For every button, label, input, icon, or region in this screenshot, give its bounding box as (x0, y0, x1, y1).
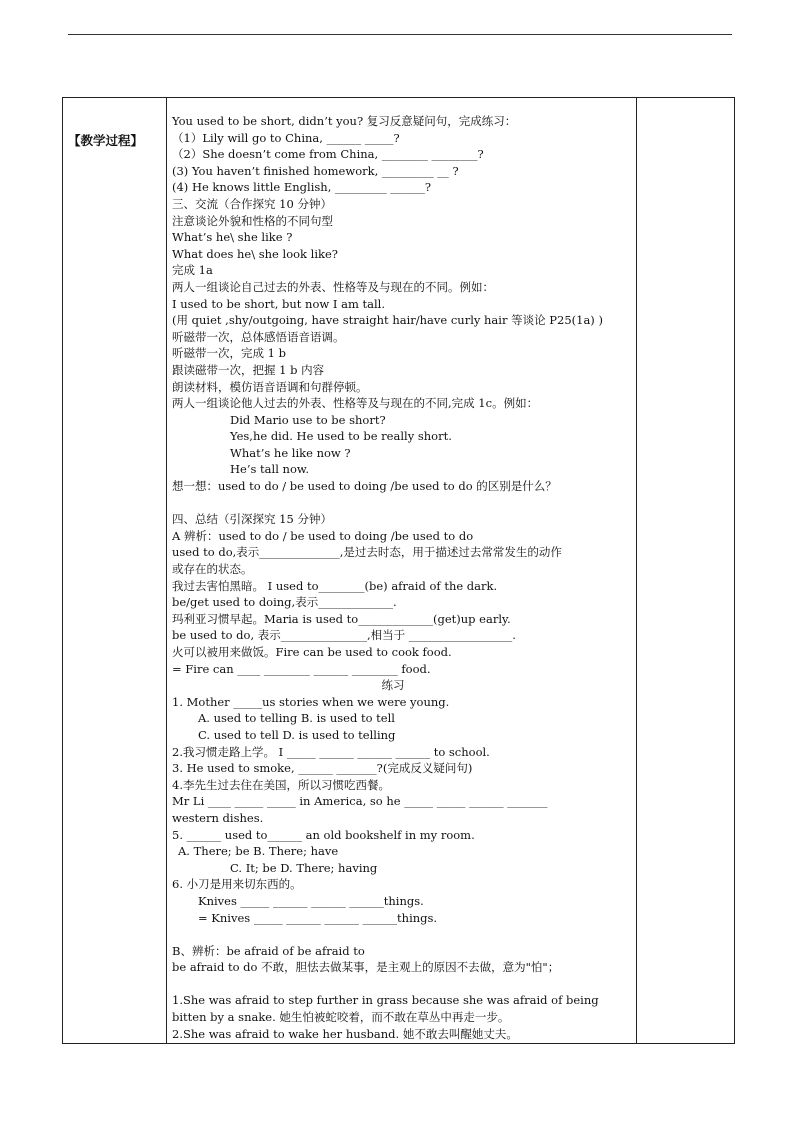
blank-line (172, 926, 634, 943)
content-line: What’s he\ she like ? (172, 230, 293, 245)
content-line: = Fire can ____ ________ ______ ________ food. (172, 661, 431, 676)
content-line: used to do,表示______________,是过去时态，用于描述过去常常发生的动作 (172, 545, 562, 560)
content-line: 或存在的状态。 (172, 562, 253, 577)
content-line: A. There; be B. There; have (178, 844, 339, 859)
content-line: be/get used to doing,表示_____________. (172, 595, 397, 610)
content-line: Yes,he did. He used to be really short. (230, 429, 452, 444)
content-line: A 辨析：used to do / be used to doing /be used to do (172, 528, 474, 543)
content-line: 听磁带一次，完成 1 b (172, 346, 286, 361)
content-line: 练习 (381, 678, 405, 693)
content-line: B、辨析：be afraid of be afraid to (172, 943, 365, 958)
content-line: 2.我习惯走路上学。 I _____ ______ ______ ______ to school. (172, 744, 490, 759)
content-line: You used to be short, didn’t you? 复习反意疑问句，完成练习： (172, 114, 517, 128)
content-line: C. It; be D. There; having (230, 860, 378, 875)
content-line: be used to do, 表示_______________,相当于 __________________. (172, 628, 516, 643)
content-line: Did Mario use to be short? (230, 412, 386, 427)
content-line: 注意谈论外貌和性格的不同句型 (172, 213, 333, 228)
content-line: 6. 小刀是用来切东西的。 (172, 877, 302, 892)
content-line: 2.She was afraid to wake her husband. 她不敢去叫醒她丈夫。 (172, 1026, 518, 1041)
content-line: 3. He used to smoke, ______ _______?(完成反义疑问句) (172, 761, 473, 776)
content-line: What’s he like now ? (230, 445, 351, 460)
content-line: (用 quiet ,shy/outgoing, have straight hair/have curly hair 等谈论 P25(1a) ) (172, 313, 603, 328)
content-line: What does he\ she look like? (172, 246, 338, 261)
content-line: （2）She doesn’t come from China, ________ ________? (172, 147, 484, 162)
content-line: 1.She was afraid to step further in grass because she was afraid of being (172, 993, 599, 1008)
content-line: 4.李先生过去住在美国，所以习惯吃西餐。 (172, 777, 390, 792)
content-line: Mr Li ____ _____ _____ in America, so he _____ _____ ______ _______ (172, 794, 548, 809)
content-line: be afraid to do 不敢，胆怯去做某事，是主观上的原因不去做，意为"怕"； (172, 960, 560, 975)
content-line: 朗读材料，模仿语音语调和句群停顿。 (172, 379, 368, 394)
content-line: He’s tall now. (230, 462, 310, 477)
content-line: 想一想：used to do / be used to doing /be used to do 的区别是什么？ (172, 479, 557, 494)
column-divider-right (636, 98, 637, 1043)
content-line: = Knives _____ ______ ______ ______things. (198, 910, 438, 925)
content-line: 跟读磁带一次，把握 1 b 内容 (172, 362, 325, 377)
content-line: 四、总结（引深探究 15 分钟） (172, 512, 332, 527)
content-line: 1. Mother _____us stories when we were young. (172, 694, 450, 709)
blank-line (172, 495, 634, 512)
content-line: I used to be short, but now I am tall. (172, 296, 385, 311)
content-line: 我过去害怕黑暗。 I used to________(be) afraid of the dark. (172, 578, 498, 593)
content-line: 听磁带一次，总体感悟语音语调。 (172, 329, 345, 344)
content-line: 两人一组谈论他人过去的外表、性格等及与现在的不同,完成 1c。例如： (172, 396, 539, 411)
header-rule (68, 34, 732, 35)
content-line: (3) You haven’t finished homework, _________ __ ? (172, 163, 459, 178)
content-line: (4) He knows little English, _________ ______? (172, 180, 432, 195)
column-divider-left (166, 98, 167, 1043)
content-line: 5. ______ used to______ an old bookshelf in my room. (172, 827, 475, 842)
content-line: 三、交流（合作探究 10 分钟） (172, 196, 332, 211)
content-line: Knives _____ ______ ______ ______things. (198, 893, 424, 908)
content-line: bitten by a snake. 她生怕被蛇咬着，而不敢在草丛中再走一步。 (172, 1010, 510, 1025)
content-line: C. used to tell D. is used to telling (198, 727, 396, 742)
content-line: 两人一组谈论自己过去的外表、性格等及与现在的不同。例如： (172, 279, 494, 294)
content-line: （1）Lily will go to China, ______ _____? (172, 130, 400, 145)
blank-line (172, 976, 634, 993)
content-line: A. used to telling B. is used to tell (198, 711, 395, 726)
section-label: 【教学过程】 (68, 133, 144, 148)
content-line: 玛利亚习惯早起。Maria is used to_____________(get)up early. (172, 611, 511, 626)
content-line: western dishes. (172, 810, 264, 825)
lesson-content (172, 113, 634, 1042)
content-line: 火可以被用来做饭。Fire can be used to cook food. (172, 645, 452, 659)
content-line: 完成 1a (172, 263, 213, 278)
